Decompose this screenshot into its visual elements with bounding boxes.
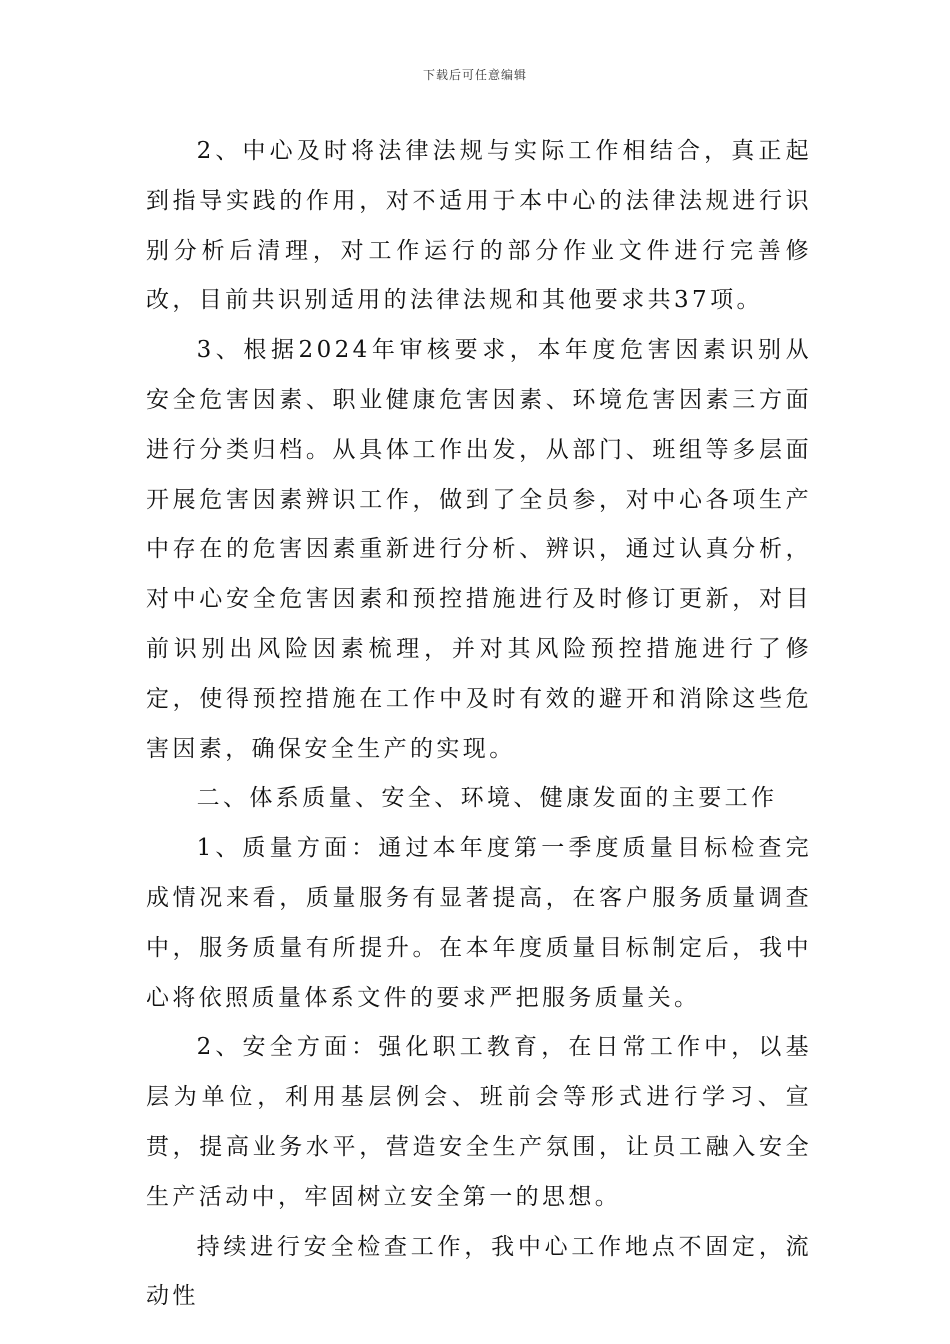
header-note: 下载后可任意编辑 [422, 68, 527, 82]
paragraph-laws-regulations: 2、中心及时将法律法规与实际工作相结合，真正起到指导实践的作用，对不适用于本中心的法律法规进行识别分析后清理，对工作运行的部分作业文件进行完善修改，目前共识别适用的法律法规和其他要求共37项。 [146, 138, 812, 314]
section-heading-main-work: 二、体系质量、安全、环境、健康发面的主要工作 [196, 785, 778, 812]
paragraph-safety: 2、安全方面：强化职工教育，在日常工作中，以基层为单位，利用基层例会、班前会等形式进行学习、宣贯，提高业务水平，营造安全生产氛围，让员工融入安全生产活动中，牢固树立安全第一的思想。 [146, 1034, 812, 1210]
paragraph-quality: 1、质量方面：通过本年度第一季度质量目标检查完成情况来看，质量服务有显著提高，在客户服务质量调查中，服务质量有所提升。在本年度质量目标制定后，我中心将依照质量体系文件的要求严把服务质量关。 [146, 835, 812, 1011]
paragraph-hazard-identification: 3、根据2024年审核要求，本年度危害因素识别从安全危害因素、职业健康危害因素、环境危害因素三方面进行分类归档。从具体工作出发，从部门、班组等多层面开展危害因素辨识工作，做到了全员参，对中心各项生产中存在的危害因素重新进行分析、辨识，通过认真分析，对中心安全危害因素和预控措施进行及时修订更新，对目前识别出风险因素梳理，并对其风险预控措施进行了修定，使得预控措施在工作中及时有效的避开和消除这些危害因素，确保安全生产的实现。 [146, 337, 812, 762]
paragraph-safety-inspection: 持续进行安全检查工作，我中心工作地点不固定，流动性 [146, 1233, 812, 1310]
document-body [146, 127, 812, 1322]
